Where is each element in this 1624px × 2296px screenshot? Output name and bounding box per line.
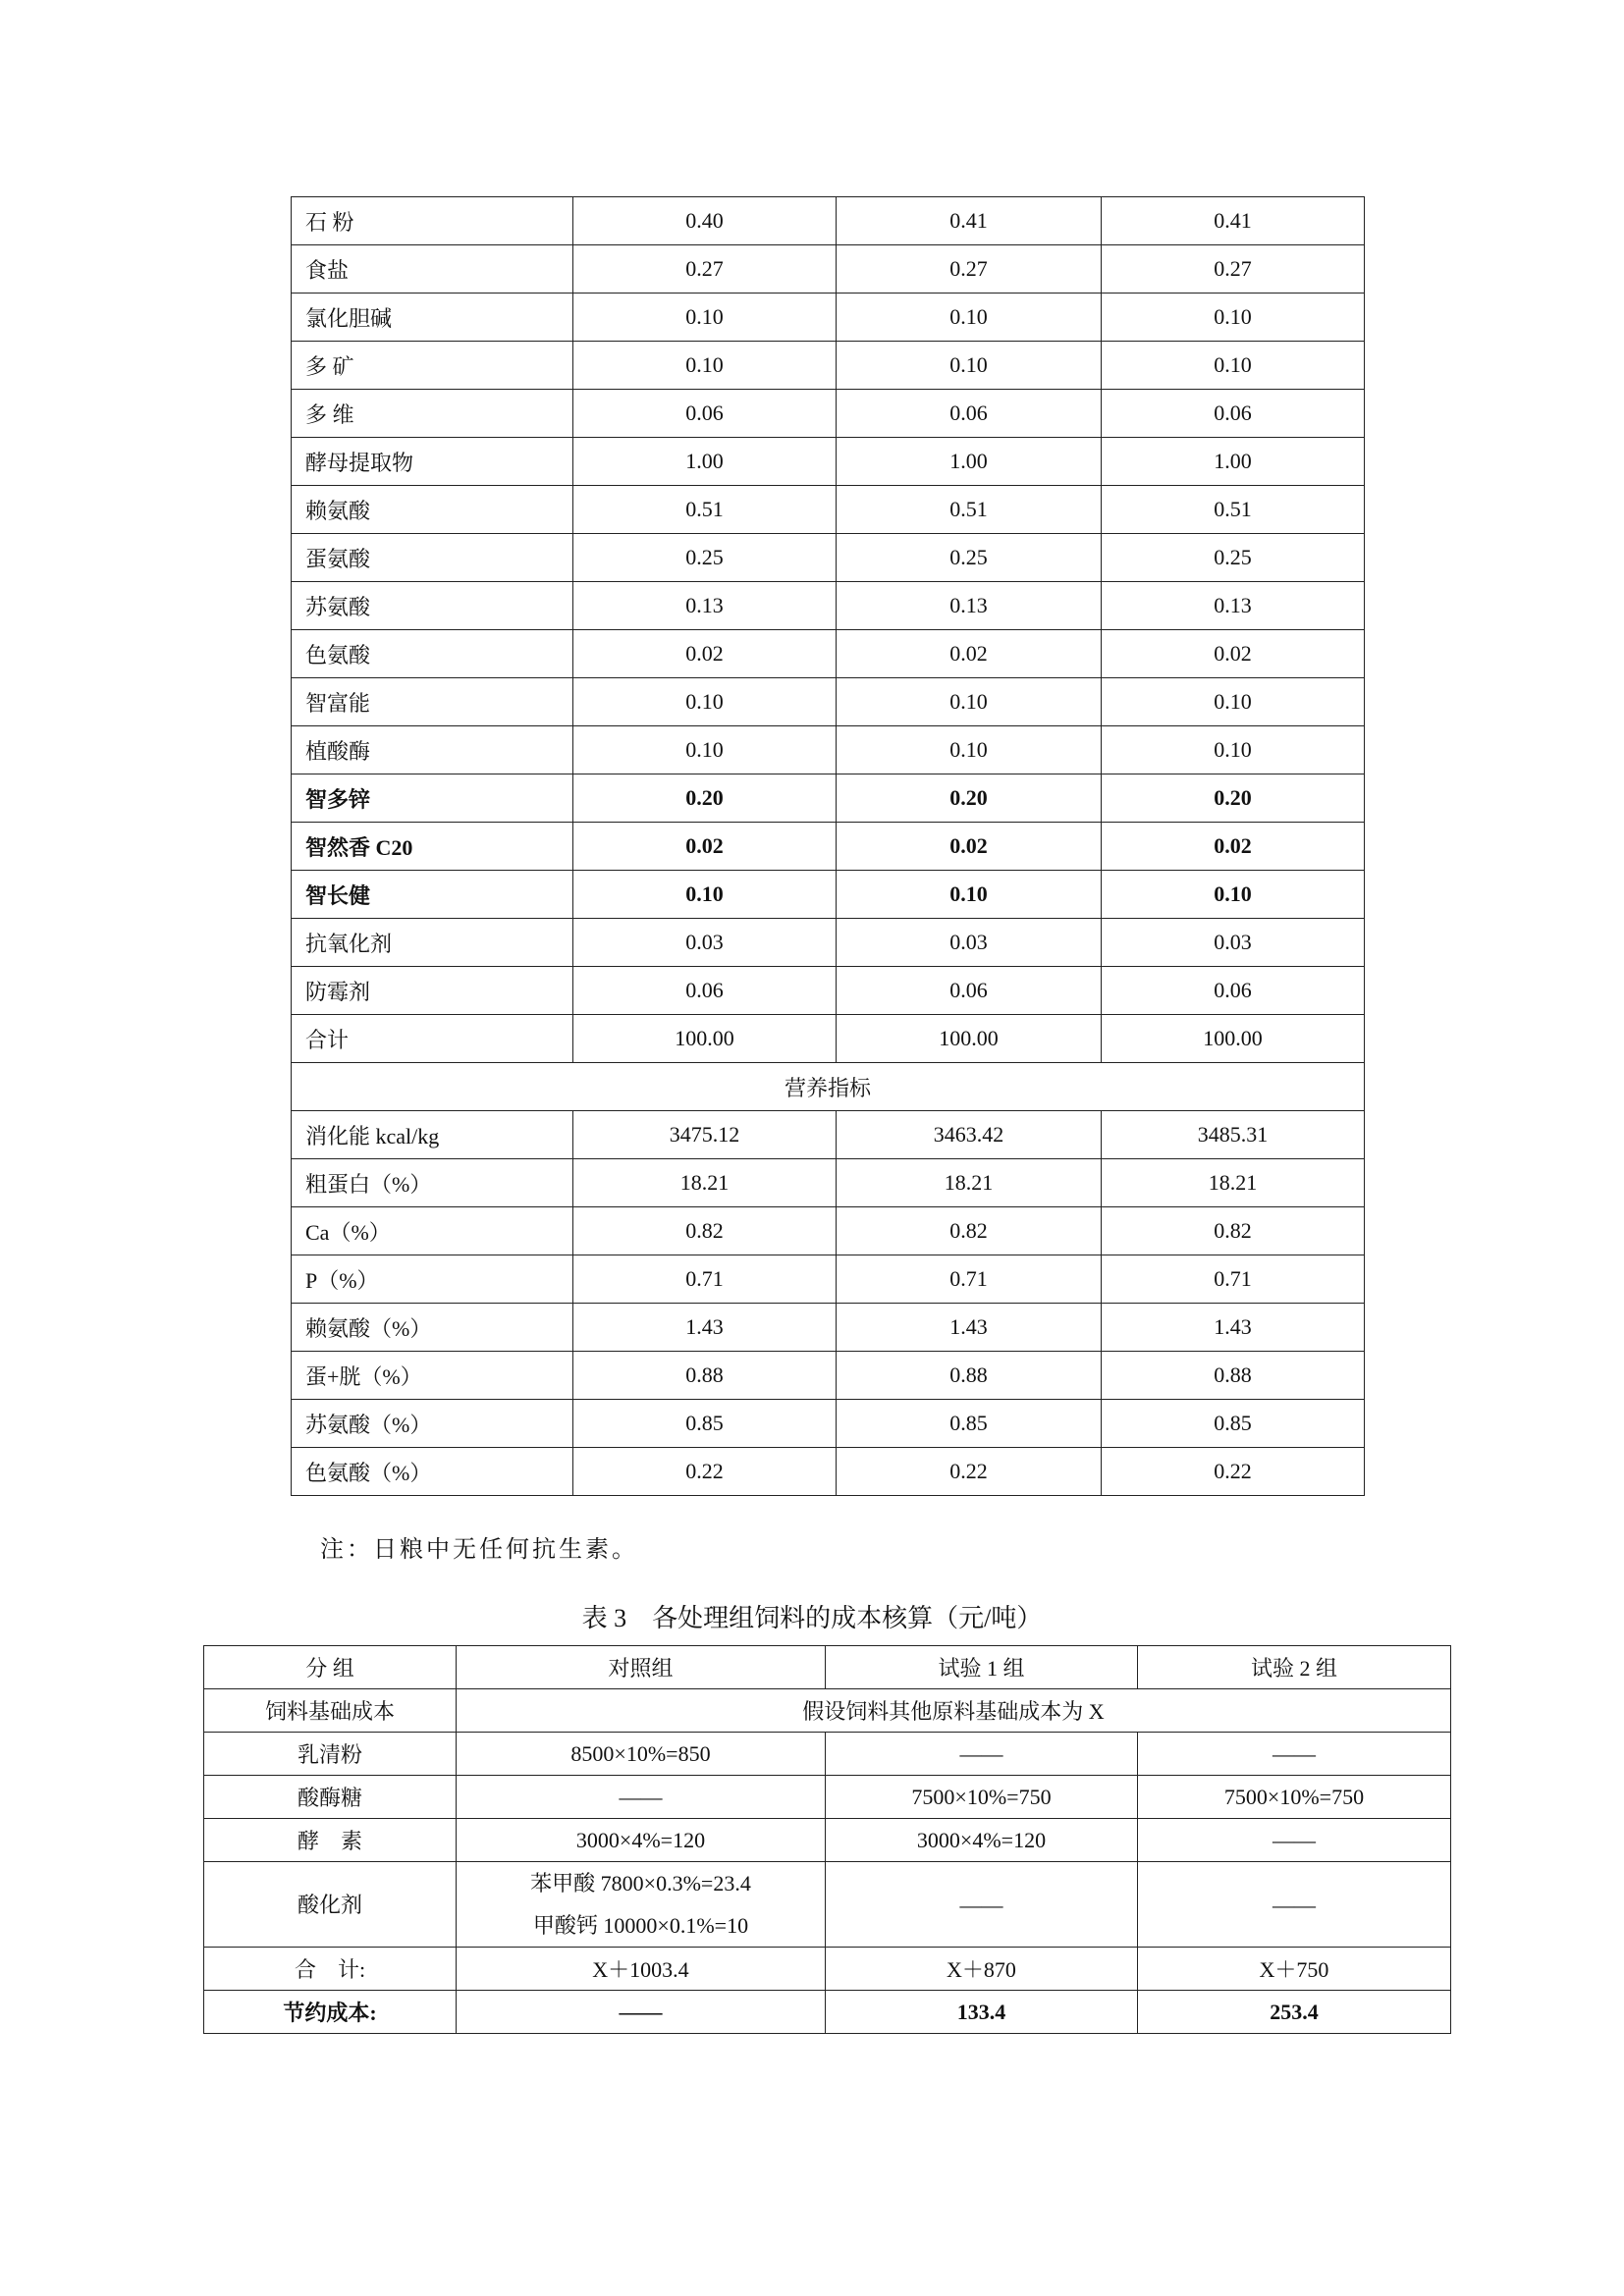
value-cell: 0.27	[837, 245, 1102, 294]
value-cell: 1.00	[837, 438, 1102, 486]
composition-table	[291, 196, 1365, 1496]
value-cell: 0.85	[573, 1400, 837, 1448]
value-cell: 0.82	[837, 1207, 1102, 1255]
total-row	[204, 1948, 1451, 1991]
value-cell: 0.10	[837, 342, 1102, 390]
table-row	[292, 1448, 1365, 1496]
value-cell: 3475.12	[573, 1111, 837, 1159]
table-row	[292, 1255, 1365, 1304]
value-cell: 100.00	[1102, 1015, 1365, 1063]
row-label: 酵 素	[204, 1819, 457, 1862]
value-cell: 0.10	[573, 871, 837, 919]
cell: 7500×10%=750	[826, 1776, 1138, 1819]
row-label: 智长健	[292, 871, 573, 919]
value-cell: 0.71	[573, 1255, 837, 1304]
nutrition-section	[292, 1063, 1365, 1111]
whey-row	[204, 1733, 1451, 1776]
header-cell: 对照组	[457, 1646, 826, 1689]
base-cost-row	[204, 1689, 1451, 1733]
value-cell: 0.82	[573, 1207, 837, 1255]
cell: ——	[457, 1991, 826, 2034]
value-cell: 0.51	[573, 486, 837, 534]
row-label: 合计	[292, 1015, 573, 1063]
value-cell: 0.40	[573, 197, 837, 245]
sugar-row	[204, 1776, 1451, 1819]
row-label: 酵母提取物	[292, 438, 573, 486]
value-cell: 0.10	[573, 678, 837, 726]
value-cell: 0.88	[573, 1352, 837, 1400]
row-label: 酸酶糖	[204, 1776, 457, 1819]
cell: 7500×10%=750	[1138, 1776, 1451, 1819]
value-cell: 0.03	[1102, 919, 1365, 967]
value-cell: 0.41	[837, 197, 1102, 245]
table-row	[292, 1207, 1365, 1255]
value-cell: 100.00	[837, 1015, 1102, 1063]
value-cell: 0.02	[1102, 823, 1365, 871]
value-cell: 0.10	[573, 726, 837, 774]
acidifier-cell	[457, 1862, 826, 1948]
cell: ——	[826, 1733, 1138, 1776]
table-row	[292, 197, 1365, 245]
row-label: 抗氧化剂	[292, 919, 573, 967]
row-label: 粗蛋白（%）	[292, 1159, 573, 1207]
row-label: P（%）	[292, 1255, 573, 1304]
row-label: 防霉剂	[292, 967, 573, 1015]
row-label: 苏氨酸	[292, 582, 573, 630]
value-cell: 0.25	[573, 534, 837, 582]
row-label: Ca（%）	[292, 1207, 573, 1255]
acidifier-row	[204, 1862, 1451, 1948]
value-cell: 0.82	[1102, 1207, 1365, 1255]
table-row	[292, 774, 1365, 823]
cell: X＋750	[1138, 1948, 1451, 1991]
table-row	[292, 1015, 1365, 1063]
header-cell: 试验 1 组	[826, 1646, 1138, 1689]
value-cell: 0.41	[1102, 197, 1365, 245]
composition-table-container	[291, 196, 1364, 1496]
value-cell: 0.10	[837, 726, 1102, 774]
row-label: 氯化胆碱	[292, 294, 573, 342]
value-cell: 1.43	[837, 1304, 1102, 1352]
value-cell: 0.22	[573, 1448, 837, 1496]
value-cell: 0.85	[1102, 1400, 1365, 1448]
row-label: 智多锌	[292, 774, 573, 823]
table-row	[292, 534, 1365, 582]
value-cell: 0.06	[837, 967, 1102, 1015]
value-cell: 0.03	[837, 919, 1102, 967]
row-label: 色氨酸（%）	[292, 1448, 573, 1496]
row-label: 赖氨酸（%）	[292, 1304, 573, 1352]
row-label: 赖氨酸	[292, 486, 573, 534]
value-cell: 0.06	[1102, 967, 1365, 1015]
value-cell: 0.13	[573, 582, 837, 630]
row-label: 智然香 C20	[292, 823, 573, 871]
value-cell: 0.25	[837, 534, 1102, 582]
row-label: 多 维	[292, 390, 573, 438]
row-label: 合 计:	[204, 1948, 457, 1991]
value-cell: 0.13	[837, 582, 1102, 630]
table-row	[292, 438, 1365, 486]
value-cell: 0.10	[1102, 678, 1365, 726]
value-cell: 0.10	[1102, 342, 1365, 390]
row-label: 蛋+胱（%）	[292, 1352, 573, 1400]
table-row	[292, 245, 1365, 294]
table-row	[292, 1304, 1365, 1352]
table-row	[292, 1111, 1365, 1159]
value-cell: 0.51	[837, 486, 1102, 534]
table-note: 注：日粮中无任何抗生素。	[320, 1537, 638, 1563]
value-cell: 0.71	[1102, 1255, 1365, 1304]
header-row	[204, 1646, 1451, 1689]
cell: 8500×10%=850	[457, 1733, 826, 1776]
value-cell: 0.02	[1102, 630, 1365, 678]
value-cell: 0.02	[573, 823, 837, 871]
value-cell: 0.22	[837, 1448, 1102, 1496]
value-cell: 0.27	[573, 245, 837, 294]
value-cell: 0.10	[837, 871, 1102, 919]
nutrition-rows	[292, 1111, 1365, 1496]
value-cell: 0.06	[573, 390, 837, 438]
table-row	[292, 919, 1365, 967]
value-cell: 0.20	[1102, 774, 1365, 823]
cell: X＋870	[826, 1948, 1138, 1991]
value-cell: 0.20	[837, 774, 1102, 823]
cost-table	[203, 1645, 1451, 2034]
row-label: 色氨酸	[292, 630, 573, 678]
value-cell: 0.10	[573, 342, 837, 390]
row-label: 乳清粉	[204, 1733, 457, 1776]
table-row	[292, 967, 1365, 1015]
row-label: 多 矿	[292, 342, 573, 390]
ingredient-rows	[292, 197, 1365, 1063]
value-cell: 0.06	[1102, 390, 1365, 438]
value-cell: 0.02	[837, 630, 1102, 678]
value-cell: 0.22	[1102, 1448, 1365, 1496]
value-cell: 0.10	[837, 294, 1102, 342]
value-cell: 0.10	[1102, 294, 1365, 342]
table-row	[292, 486, 1365, 534]
table-row	[292, 294, 1365, 342]
value-cell: 0.51	[1102, 486, 1365, 534]
row-label: 食盐	[292, 245, 573, 294]
row-label: 酸化剂	[204, 1862, 457, 1948]
table3-caption: 表 3 各处理组饲料的成本核算（元/吨）	[581, 1604, 1043, 1632]
value-cell: 0.10	[837, 678, 1102, 726]
acidifier-line: 苯甲酸 7800×0.3%=23.4	[530, 1871, 751, 1896]
cell: 3000×4%=120	[457, 1819, 826, 1862]
table-row	[292, 678, 1365, 726]
row-label: 石 粉	[292, 197, 573, 245]
row-label: 植酸酶	[292, 726, 573, 774]
cell: ——	[1138, 1733, 1451, 1776]
value-cell: 1.00	[1102, 438, 1365, 486]
value-cell: 18.21	[573, 1159, 837, 1207]
value-cell: 18.21	[1102, 1159, 1365, 1207]
section-header-row	[292, 1063, 1365, 1111]
value-cell: 0.20	[573, 774, 837, 823]
value-cell: 3485.31	[1102, 1111, 1365, 1159]
value-cell: 0.10	[1102, 726, 1365, 774]
value-cell: 0.02	[837, 823, 1102, 871]
value-cell: 0.25	[1102, 534, 1365, 582]
value-cell: 0.71	[837, 1255, 1102, 1304]
header-cell: 分 组	[204, 1646, 457, 1689]
value-cell: 0.88	[1102, 1352, 1365, 1400]
cell: 3000×4%=120	[826, 1819, 1138, 1862]
value-cell: 0.10	[1102, 871, 1365, 919]
value-cell: 18.21	[837, 1159, 1102, 1207]
value-cell: 1.43	[1102, 1304, 1365, 1352]
table-row	[292, 582, 1365, 630]
cell: ——	[1138, 1819, 1451, 1862]
value-cell: 0.03	[573, 919, 837, 967]
cost-table-container	[203, 1645, 1450, 2034]
savings-row	[204, 1991, 1451, 2034]
value-cell: 1.00	[573, 438, 837, 486]
cell: ——	[826, 1862, 1138, 1948]
table-row	[292, 630, 1365, 678]
row-label: 消化能 kcal/kg	[292, 1111, 573, 1159]
acidifier-line: 甲酸钙 10000×0.1%=10	[532, 1913, 749, 1938]
value-cell: 0.02	[573, 630, 837, 678]
table-row	[292, 1159, 1365, 1207]
enzyme-row	[204, 1819, 1451, 1862]
value-cell: 3463.42	[837, 1111, 1102, 1159]
row-label: 智富能	[292, 678, 573, 726]
row-label: 饲料基础成本	[204, 1689, 457, 1733]
value-cell: 0.13	[1102, 582, 1365, 630]
cell: X＋1003.4	[457, 1948, 826, 1991]
cell: 253.4	[1138, 1991, 1451, 2034]
header-cell: 试验 2 组	[1138, 1646, 1451, 1689]
table-row	[292, 726, 1365, 774]
value-cell: 0.06	[837, 390, 1102, 438]
value-cell: 1.43	[573, 1304, 837, 1352]
value-cell: 0.06	[573, 967, 837, 1015]
value-cell: 100.00	[573, 1015, 837, 1063]
value-cell: 0.27	[1102, 245, 1365, 294]
table-row	[292, 871, 1365, 919]
table-row	[292, 1352, 1365, 1400]
value-cell: 0.10	[573, 294, 837, 342]
row-label: 节约成本:	[204, 1991, 457, 2034]
section-header: 营养指标	[292, 1063, 1365, 1111]
table-row	[292, 823, 1365, 871]
cell: 133.4	[826, 1991, 1138, 2034]
row-label: 苏氨酸（%）	[292, 1400, 573, 1448]
table-row	[292, 390, 1365, 438]
cell: ——	[457, 1776, 826, 1819]
table-row	[292, 1400, 1365, 1448]
row-label: 蛋氨酸	[292, 534, 573, 582]
value-cell: 0.88	[837, 1352, 1102, 1400]
value-cell: 0.85	[837, 1400, 1102, 1448]
table-row	[292, 342, 1365, 390]
base-cost-value: 假设饲料其他原料基础成本为 X	[457, 1689, 1451, 1733]
cell: ——	[1138, 1862, 1451, 1948]
